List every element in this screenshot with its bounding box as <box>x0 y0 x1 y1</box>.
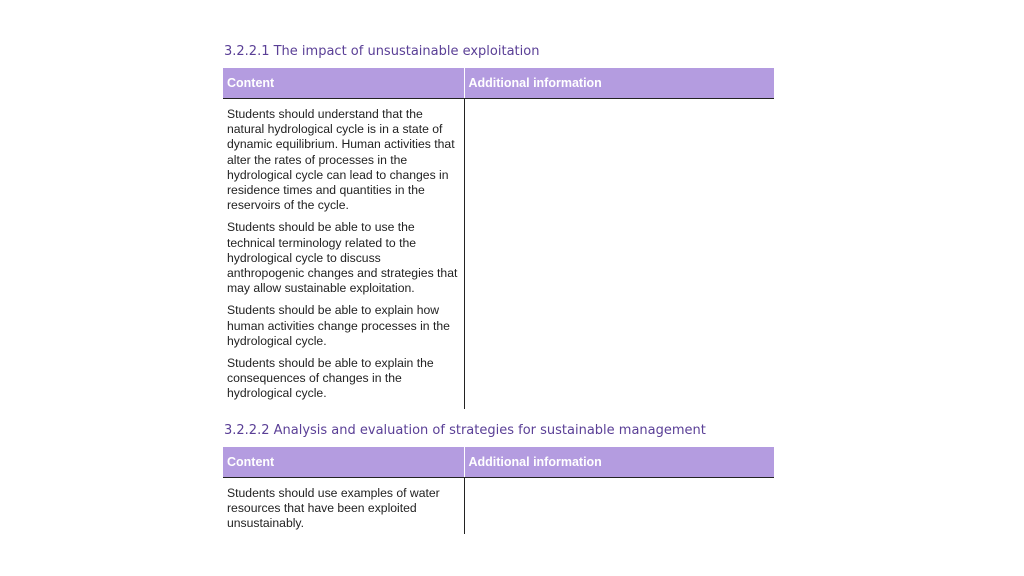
table-row <box>223 99 774 410</box>
column-header-additional-information: Additional information <box>464 68 774 99</box>
table-header-row <box>223 447 774 478</box>
content-cell <box>223 99 464 410</box>
content-paragraph: Students should be able to use the technical terminology related to the hydrological cycle to discuss anthropogenic changes and strategies that may allow sustainable exploitation. <box>227 220 458 296</box>
column-header-additional-information: Additional information <box>464 447 774 478</box>
table-row <box>223 478 774 535</box>
specification-table <box>223 447 774 534</box>
column-header-content: Content <box>223 68 464 99</box>
column-header-content: Content <box>223 447 464 478</box>
content-paragraph: Students should understand that the natural hydrological cycle is in a state of dynamic equilibrium. Human activities that alter the rates of processes in the hydrological cycle can lead to changes in residence times and quantities in the reservoirs of the cycle. <box>227 107 455 213</box>
content-paragraph: Students should be able to explain how human activities change processes in the hydrological cycle. <box>227 303 450 348</box>
section-heading-impact-of-unsustainable-exploitation: 3.2.2.1 The impact of unsustainable exploitation <box>224 44 540 59</box>
section-heading-analysis-and-evaluation-of-strategies: 3.2.2.2 Analysis and evaluation of strategies for sustainable management <box>224 423 706 438</box>
additional-information-cell <box>464 99 774 410</box>
content-cell <box>223 478 464 535</box>
additional-information-cell <box>464 478 774 535</box>
specification-table <box>223 68 774 409</box>
content-paragraph: Students should use examples of water resources that have been exploited unsustainably. <box>227 486 440 531</box>
table-header-row <box>223 68 774 99</box>
content-paragraph: Students should be able to explain the consequences of changes in the hydrological cycle. <box>227 356 434 401</box>
